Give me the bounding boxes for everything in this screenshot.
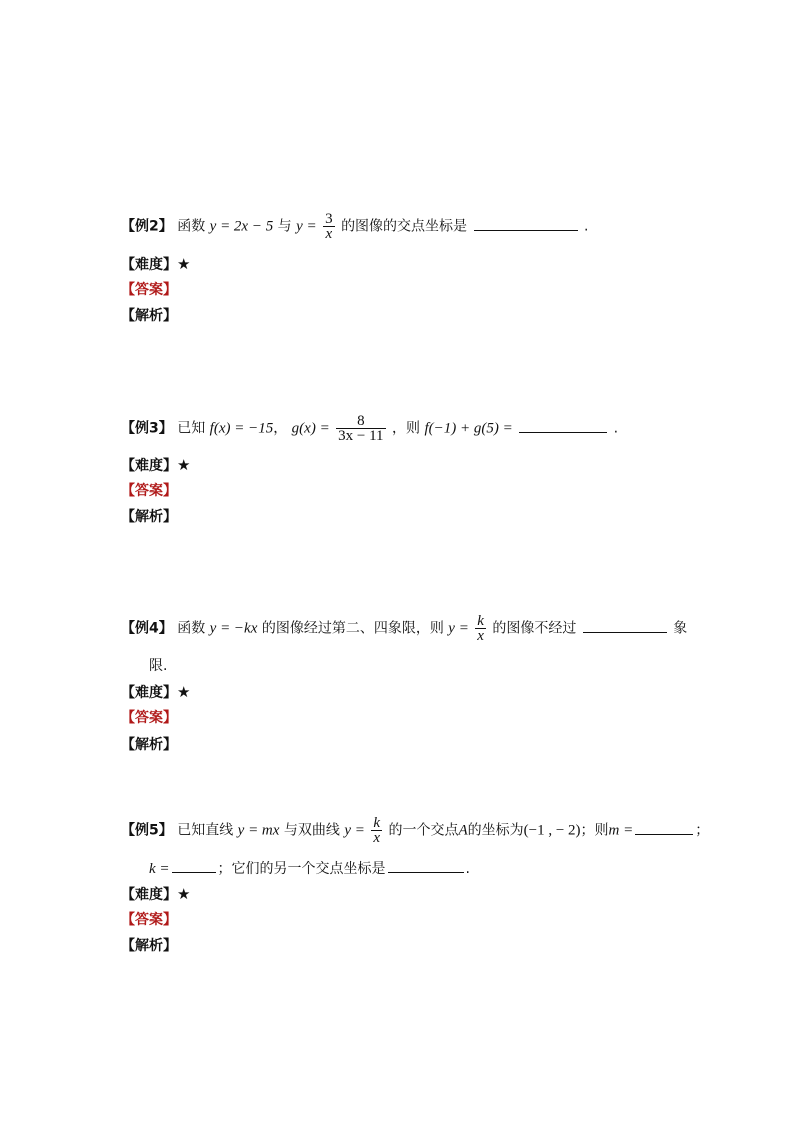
example-5-m-blank[interactable] <box>635 820 693 835</box>
example-5-numerator: k <box>373 815 380 831</box>
example-2-difficulty <box>121 254 190 275</box>
example-5-formula-2: y = <box>344 822 365 839</box>
example-3-formula-2: g(x) = <box>291 420 330 437</box>
example-2-denominator: x <box>325 226 333 242</box>
difficulty-label: 【难度】 <box>121 257 177 273</box>
star-icon: ★ <box>177 255 191 273</box>
star-icon: ★ <box>177 683 191 701</box>
example-3-end: . <box>613 420 619 437</box>
example-4-text-1: 函数 <box>177 620 206 637</box>
example-4-question <box>121 614 687 643</box>
example-3-numerator: 8 <box>336 414 385 429</box>
example-5-formula-1: y = mx <box>237 822 280 839</box>
example-5-answer-label: 【答案】 <box>121 912 177 928</box>
example-2-formula-2: y = <box>296 218 317 235</box>
example-2-answer-label: 【答案】 <box>121 282 177 298</box>
example-3-separator: ， <box>273 420 288 437</box>
example-4-difficulty <box>121 682 190 703</box>
example-2-end: . <box>583 218 589 235</box>
example-5-end: . <box>465 861 470 877</box>
example-2-tag: 【例2】 <box>121 218 173 235</box>
example-4-fraction <box>475 614 486 643</box>
example-5-k-blank[interactable] <box>172 858 216 873</box>
example-2-text-3: 的图像的交点坐标是 <box>341 218 468 235</box>
example-5-text-3: 的一个交点 <box>388 822 459 839</box>
example-5-text-7: ；它们的另一个交点坐标是 <box>217 861 386 877</box>
example-3-tag: 【例3】 <box>121 420 173 437</box>
example-3-answer-blank[interactable] <box>519 418 607 433</box>
example-3-text-1: 已知 <box>177 420 206 437</box>
example-3-fraction <box>336 414 385 443</box>
example-5-point-blank[interactable] <box>388 858 464 873</box>
example-4-text-4: 象 <box>673 620 688 637</box>
example-3-answer-label: 【答案】 <box>121 483 177 499</box>
star-icon: ★ <box>177 456 191 474</box>
example-5-denominator: x <box>373 830 380 846</box>
example-5-text-6: ； <box>695 822 710 839</box>
example-3-denominator: 3x − 11 <box>338 428 384 444</box>
example-2-answer-blank[interactable] <box>474 216 578 231</box>
example-4-formula-1: y = −kx <box>209 620 258 637</box>
example-5-text-2: 与双曲线 <box>283 822 340 839</box>
example-4-text-2: 的图像经过第二、四象限，则 <box>261 620 444 637</box>
example-2-numerator: 3 <box>325 211 333 227</box>
example-2-text-2: 与 <box>277 218 292 235</box>
example-5-text-1: 已知直线 <box>177 822 234 839</box>
example-2-text-1: 函数 <box>177 218 206 235</box>
example-3-formula-1: f(x) = −15 <box>209 420 274 437</box>
example-4-text-3: 的图像不经过 <box>492 620 577 637</box>
example-5-formula-m: m = <box>608 822 634 839</box>
example-2-formula-1: y = 2x − 5 <box>209 218 274 235</box>
example-5-fraction <box>371 816 382 845</box>
example-4-answer-label: 【答案】 <box>121 710 177 726</box>
example-5-difficulty <box>121 884 190 905</box>
example-4-analysis-label: 【解析】 <box>121 737 177 753</box>
example-5-analysis-label: 【解析】 <box>121 938 177 954</box>
example-5-text-5: ；则 <box>580 822 609 839</box>
difficulty-label: 【难度】 <box>121 458 177 474</box>
example-3-difficulty <box>121 455 190 476</box>
example-2-fraction <box>323 212 335 241</box>
example-4-denominator: x <box>477 628 484 644</box>
example-4-formula-2: y = <box>448 620 469 637</box>
example-5-point-a: A <box>458 822 468 839</box>
difficulty-label: 【难度】 <box>121 685 177 701</box>
example-4-tag: 【例4】 <box>121 620 173 637</box>
difficulty-label: 【难度】 <box>121 887 177 903</box>
example-5-question <box>121 816 709 845</box>
example-5-text-4: 的坐标为 <box>467 822 524 839</box>
example-5-tag: 【例5】 <box>121 822 173 839</box>
star-icon: ★ <box>177 885 191 903</box>
example-3-text-2: ，则 <box>392 420 421 437</box>
example-5-formula-k: k = <box>149 861 170 877</box>
example-5-continuation <box>149 858 470 879</box>
example-2-question <box>121 212 588 241</box>
example-5-coordinates: (−1 , − 2) <box>523 822 581 839</box>
example-4-answer-blank[interactable] <box>583 618 667 633</box>
example-3-analysis-label: 【解析】 <box>121 509 177 525</box>
example-4-numerator: k <box>477 613 484 629</box>
example-2-analysis-label: 【解析】 <box>121 308 177 324</box>
example-3-formula-3: f(−1) + g(5) = <box>424 420 513 437</box>
example-3-question <box>121 414 618 443</box>
example-4-continuation: 限. <box>149 658 168 674</box>
